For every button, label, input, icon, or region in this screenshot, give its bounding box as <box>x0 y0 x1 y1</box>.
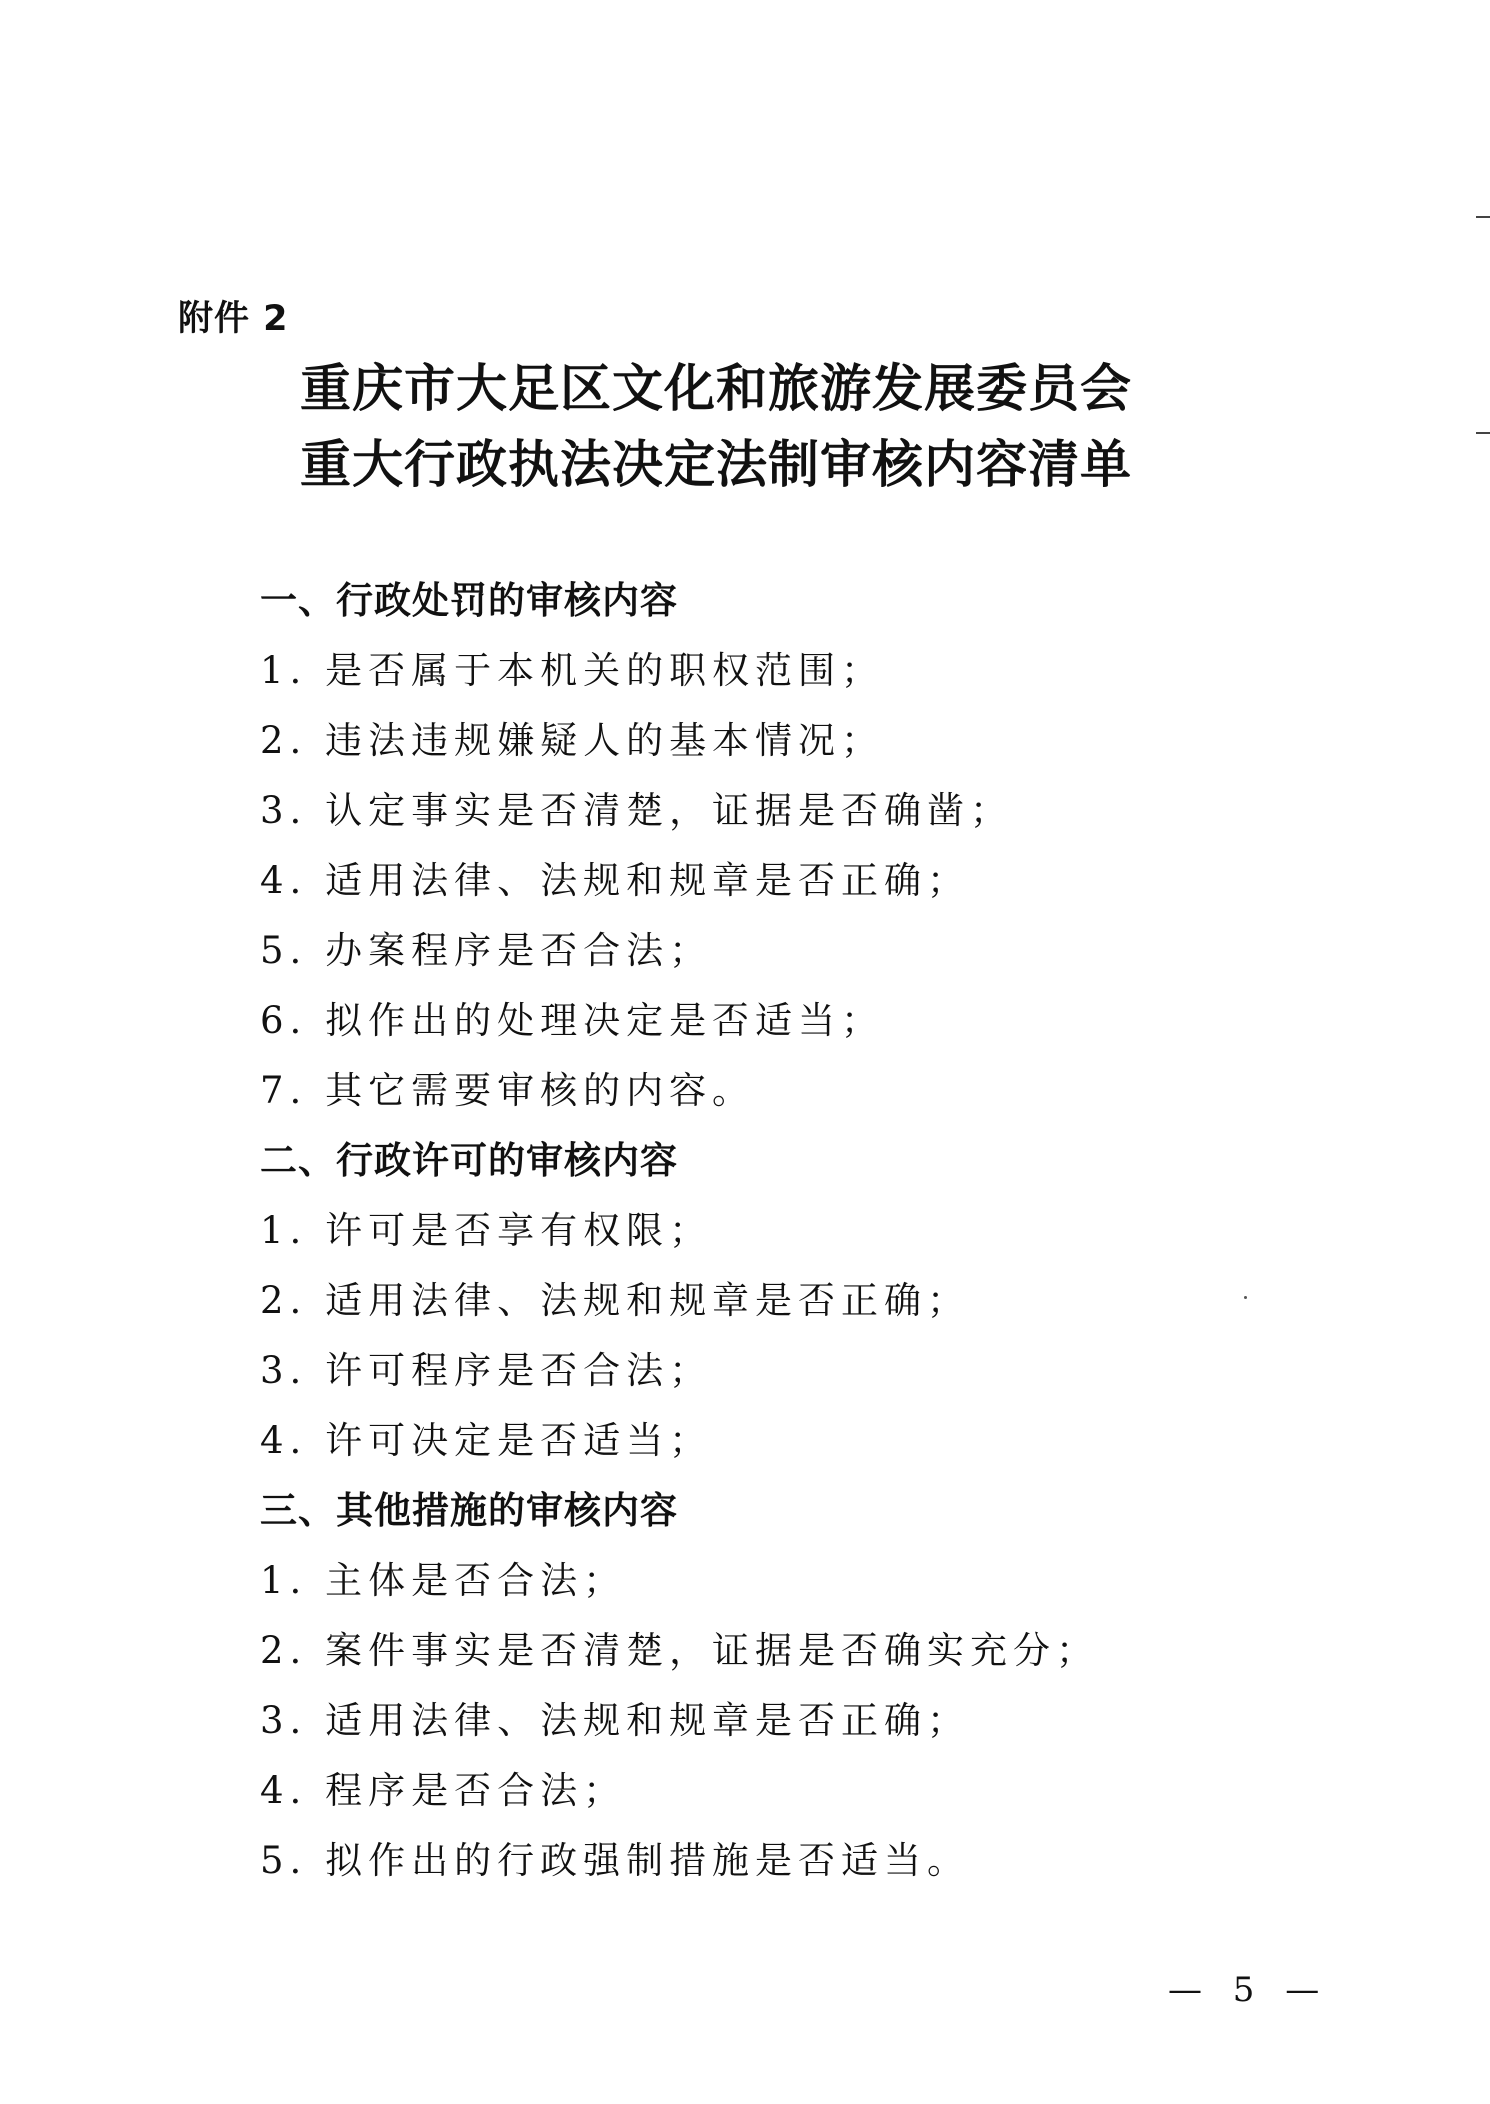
section-license <box>260 1126 1260 1476</box>
list-item: 2. 适用法律、法规和规章是否正确； <box>260 1279 971 1322</box>
list-item: 2. 案件事实是否清楚，证据是否确实充分； <box>260 1629 1100 1672</box>
document-title-line: 重大行政执法决定法制审核内容清单 <box>300 436 1133 495</box>
document-title-line: 重庆市大足区文化和旅游发展委员会 <box>300 360 1133 419</box>
section-other-measures <box>260 1476 1260 1896</box>
list-item: 3. 许可程序是否合法； <box>260 1349 713 1392</box>
margin-tick-mark <box>1476 216 1490 218</box>
section-heading: 一、行政处罚的审核内容 <box>260 579 678 622</box>
list-item: 1. 主体是否合法； <box>260 1559 627 1602</box>
attachment-label: 附件 2 <box>178 299 289 339</box>
list-item: 4. 程序是否合法； <box>260 1769 627 1812</box>
scan-speck <box>1244 1296 1247 1299</box>
section-heading: 二、行政许可的审核内容 <box>260 1139 678 1182</box>
list-item: 4. 许可决定是否适当； <box>260 1419 713 1462</box>
list-item: 1. 许可是否享有权限； <box>260 1209 713 1252</box>
document-title <box>300 352 1200 504</box>
margin-tick-mark <box>1476 432 1490 434</box>
page-number: — 5 — <box>1168 1970 1330 2010</box>
list-item: 4. 适用法律、法规和规章是否正确； <box>260 859 971 902</box>
list-item: 3. 适用法律、法规和规章是否正确； <box>260 1699 971 1742</box>
list-item: 2. 违法违规嫌疑人的基本情况； <box>260 719 885 762</box>
section-heading: 三、其他措施的审核内容 <box>260 1489 678 1532</box>
list-item: 5. 拟作出的行政强制措施是否适当。 <box>260 1839 971 1882</box>
section-penalty <box>260 566 1260 1126</box>
list-item: 7. 其它需要审核的内容。 <box>260 1069 756 1112</box>
list-item: 5. 办案程序是否合法； <box>260 929 713 972</box>
review-content-list <box>260 566 1260 1896</box>
list-item: 6. 拟作出的处理决定是否适当； <box>260 999 885 1042</box>
list-item: 3. 认定事实是否清楚，证据是否确凿； <box>260 789 1014 832</box>
list-item: 1. 是否属于本机关的职权范围； <box>260 649 885 692</box>
